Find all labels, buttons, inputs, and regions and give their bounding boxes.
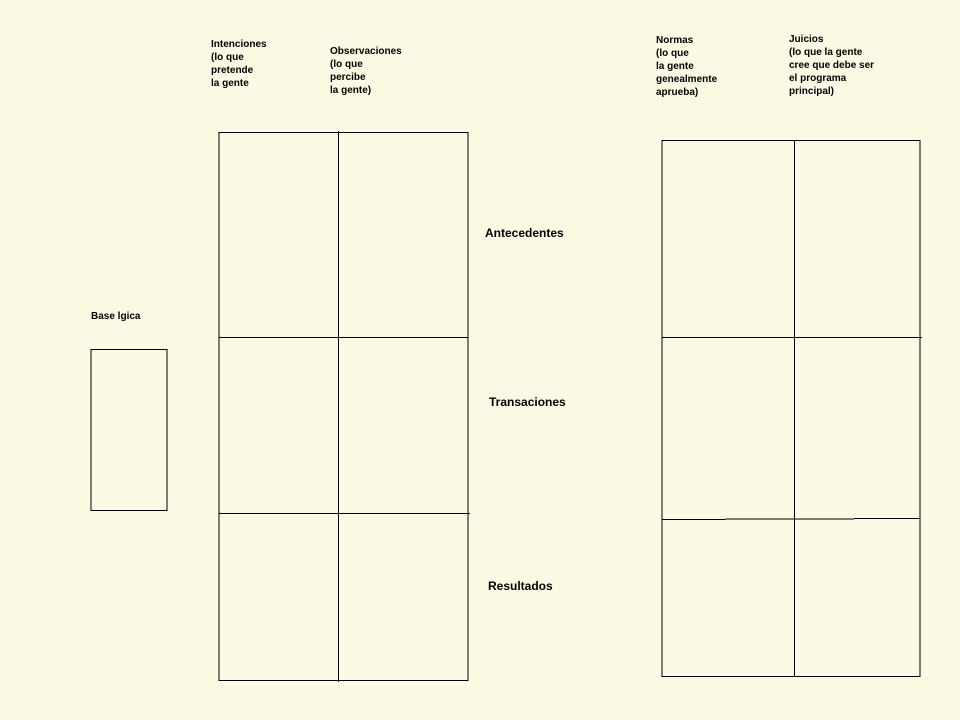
normas-header: Normas (lo que la gente genealmente aprueba) (656, 35, 718, 98)
antecedentes-label: Antecedentes (485, 226, 564, 240)
judgement-matrix-border (662, 141, 920, 677)
observaciones-header: Observaciones (lo que percibe la gente) (330, 46, 402, 96)
description-matrix (219, 131, 470, 682)
judgement-matrix (662, 140, 922, 677)
base-logica-box (91, 350, 167, 511)
transaciones-label: Transaciones (489, 395, 566, 409)
intenciones-header: Intenciones (lo que pretende la gente (211, 39, 267, 89)
judgement-matrix-row-divider-2 (662, 519, 920, 520)
juicios-header: Juicios (lo que la gente cree que debe ser el programa principal) (789, 34, 875, 97)
base-logica-label: Base lgica (91, 311, 141, 322)
description-matrix-border (219, 133, 468, 681)
resultados-label: Resultados (488, 579, 553, 593)
